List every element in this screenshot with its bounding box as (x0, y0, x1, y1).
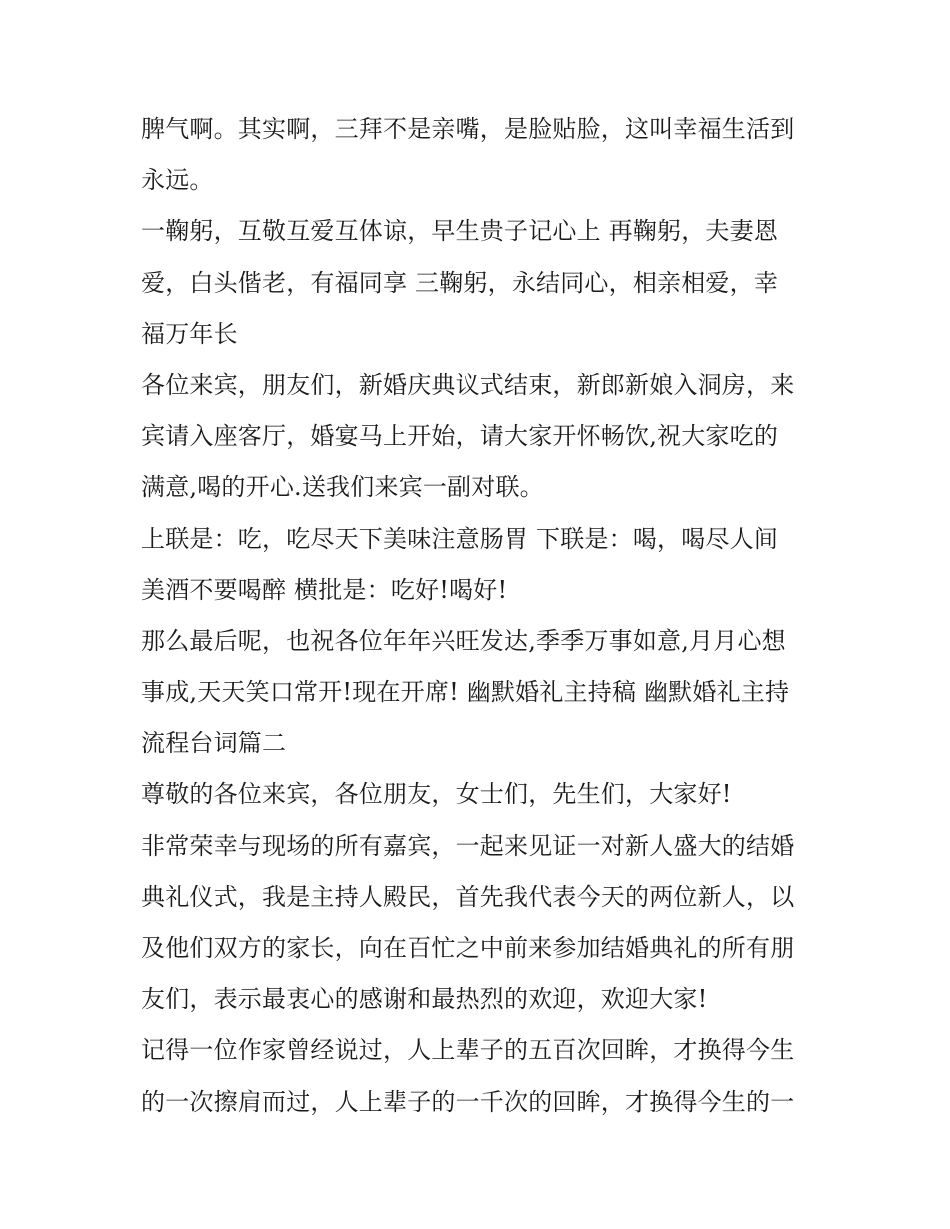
text-line: 一鞠躬，互敬互爱互体谅，早生贵子记心上 再鞠躬，夫妻恩 (141, 217, 779, 246)
paragraph (141, 360, 821, 514)
text-line: 事成,天天笑口常开!现在开席! 幽默婚礼主持稿 幽默婚礼主持 (141, 678, 790, 707)
paragraph (141, 514, 821, 616)
paragraph (141, 1025, 821, 1127)
paragraph (141, 616, 821, 770)
text-line: 上联是：吃，吃尽天下美味注意肠胃 下联是：喝，喝尽人间 (141, 524, 779, 553)
text-line: 那么最后呢，也祝各位年年兴旺发达,季季万事如意,月月心想 (141, 626, 786, 655)
paragraph (141, 821, 821, 1026)
text-line: 及他们双方的家长，向在百忙之中前来参加结婚典礼的所有朋 (141, 934, 795, 962)
text-line: 各位来宾，朋友们，新婚庆典议式结束，新郎新娘入洞房，来 (141, 370, 795, 399)
text-line: 流程台词篇二 (141, 729, 287, 758)
text-line: 福万年长 (141, 319, 238, 348)
text-line: 永远。 (141, 166, 214, 195)
paragraph (141, 769, 821, 820)
text-line: 爱，白头偕老，有福同享 三鞠躬，永结同心，相亲相爱，幸 (141, 268, 779, 297)
text-line: 的一次擦肩而过，人上辈子的一千次的回眸，才换得今生的一 (141, 1087, 795, 1116)
text-line: 友们，表示最衷心的感谢和最热烈的欢迎，欢迎大家! (141, 985, 708, 1014)
text-line: 尊敬的各位来宾，各位朋友，女士们，先生们，大家好! (141, 780, 732, 809)
text-line: 记得一位作家曾经说过，人上辈子的五百次回眸，才换得今生 (141, 1036, 795, 1065)
text-line: 非常荣幸与现场的所有嘉宾，一起来见证一对新人盛大的结婚 (141, 831, 795, 860)
text-line: 满意,喝的开心.送我们来宾一副对联。 (141, 473, 544, 502)
text-line: 脾气啊。其实啊，三拜不是亲嘴，是脸贴脸，这叫幸福生活到 (141, 115, 795, 143)
paragraph (141, 206, 821, 360)
text-line: 典礼仪式，我是主持人殿民，首先我代表今天的两位新人，以 (141, 882, 795, 911)
paragraph (141, 104, 821, 206)
text-line: 宾请入座客厅，婚宴马上开始，请大家开怀畅饮,祝大家吃的 (141, 422, 779, 451)
text-line: 美酒不要喝醉 横批是：吃好!喝好! (141, 575, 508, 604)
document-body (141, 104, 821, 1128)
